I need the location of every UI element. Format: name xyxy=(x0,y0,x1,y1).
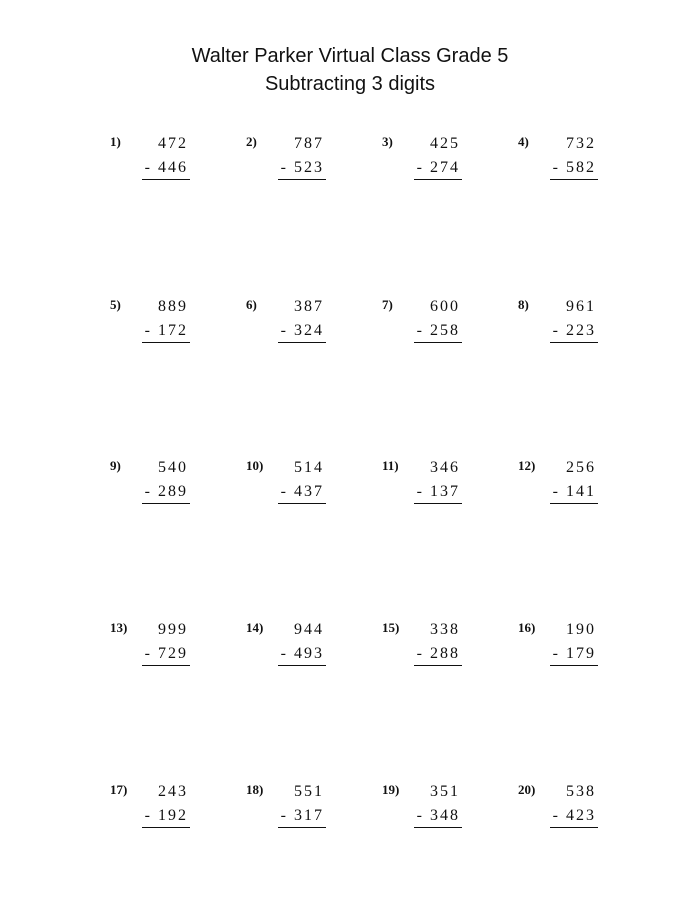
problem-number: 10) xyxy=(246,458,264,473)
subtrahend: - 446 xyxy=(144,159,188,176)
subtrahend: - 729 xyxy=(144,645,188,662)
subtrahend: - 317 xyxy=(280,807,324,824)
minuend: 999 xyxy=(158,621,188,638)
minuend: 514 xyxy=(294,459,324,476)
problem-number: 13) xyxy=(110,620,128,635)
answer-line xyxy=(142,503,190,504)
subtrahend: - 493 xyxy=(280,645,324,662)
subtrahend: - 289 xyxy=(144,483,188,500)
subtrahend: - 223 xyxy=(552,322,596,339)
minuend: 425 xyxy=(430,135,460,152)
minuend: 944 xyxy=(294,621,324,638)
subtraction-problem xyxy=(246,620,376,680)
worksheet-subtitle: Subtracting 3 digits xyxy=(264,73,436,95)
problem-number: 19) xyxy=(382,782,400,797)
answer-line xyxy=(550,665,598,666)
minuend: 472 xyxy=(158,135,188,152)
problem-number: 2) xyxy=(246,134,257,149)
subtrahend: - 523 xyxy=(280,159,324,176)
subtraction-problem xyxy=(382,297,512,357)
subtrahend: - 348 xyxy=(416,807,460,824)
answer-line xyxy=(278,665,326,666)
problem-number: 17) xyxy=(110,782,128,797)
answer-line xyxy=(278,342,326,343)
answer-line xyxy=(142,179,190,180)
subtraction-problem xyxy=(518,458,648,518)
problem-number: 18) xyxy=(246,782,264,797)
subtraction-problem xyxy=(518,620,648,680)
problem-number: 15) xyxy=(382,620,400,635)
subtraction-problem xyxy=(518,297,648,357)
subtraction-problem xyxy=(246,458,376,518)
minuend: 351 xyxy=(430,783,460,800)
subtraction-problem xyxy=(518,134,648,194)
answer-line xyxy=(142,665,190,666)
answer-line xyxy=(550,827,598,828)
answer-line xyxy=(142,342,190,343)
answer-line xyxy=(414,665,462,666)
problem-number: 3) xyxy=(382,134,393,149)
subtraction-problem xyxy=(110,620,240,680)
minuend: 243 xyxy=(158,783,188,800)
subtrahend: - 324 xyxy=(280,322,324,339)
subtraction-problem xyxy=(246,134,376,194)
minuend: 551 xyxy=(294,783,324,800)
minuend: 787 xyxy=(294,135,324,152)
answer-line xyxy=(142,827,190,828)
minuend: 889 xyxy=(158,298,188,315)
answer-line xyxy=(414,503,462,504)
minuend: 732 xyxy=(566,135,596,152)
subtraction-problem xyxy=(382,458,512,518)
minuend: 600 xyxy=(430,298,460,315)
subtraction-problem xyxy=(246,782,376,842)
subtrahend: - 437 xyxy=(280,483,324,500)
answer-line xyxy=(550,503,598,504)
worksheet-title: Walter Parker Virtual Class Grade 5 xyxy=(191,45,509,67)
problem-number: 4) xyxy=(518,134,529,149)
problem-number: 11) xyxy=(382,458,399,473)
minuend: 346 xyxy=(430,459,460,476)
problem-number: 7) xyxy=(382,297,393,312)
problem-number: 14) xyxy=(246,620,264,635)
problem-number: 5) xyxy=(110,297,121,312)
subtrahend: - 582 xyxy=(552,159,596,176)
subtraction-problem xyxy=(246,297,376,357)
minuend: 387 xyxy=(294,298,324,315)
minuend: 961 xyxy=(566,298,596,315)
problem-number: 12) xyxy=(518,458,536,473)
problem-number: 16) xyxy=(518,620,536,635)
answer-line xyxy=(278,827,326,828)
problem-number: 8) xyxy=(518,297,529,312)
subtraction-problem xyxy=(110,134,240,194)
subtrahend: - 137 xyxy=(416,483,460,500)
subtrahend: - 423 xyxy=(552,807,596,824)
subtraction-problem xyxy=(518,782,648,842)
minuend: 540 xyxy=(158,459,188,476)
answer-line xyxy=(278,179,326,180)
problem-number: 1) xyxy=(110,134,121,149)
subtraction-problem xyxy=(382,134,512,194)
answer-line xyxy=(278,503,326,504)
answer-line xyxy=(414,179,462,180)
subtrahend: - 172 xyxy=(144,322,188,339)
subtrahend: - 192 xyxy=(144,807,188,824)
subtrahend: - 179 xyxy=(552,645,596,662)
minuend: 256 xyxy=(566,459,596,476)
answer-line xyxy=(550,179,598,180)
subtraction-problem xyxy=(110,297,240,357)
answer-line xyxy=(414,827,462,828)
subtraction-problem xyxy=(382,620,512,680)
subtrahend: - 141 xyxy=(552,483,596,500)
minuend: 190 xyxy=(566,621,596,638)
subtrahend: - 274 xyxy=(416,159,460,176)
problem-number: 6) xyxy=(246,297,257,312)
problem-number: 20) xyxy=(518,782,536,797)
subtraction-problem xyxy=(382,782,512,842)
minuend: 538 xyxy=(566,783,596,800)
subtrahend: - 258 xyxy=(416,322,460,339)
minuend: 338 xyxy=(430,621,460,638)
problem-number: 9) xyxy=(110,458,121,473)
subtrahend: - 288 xyxy=(416,645,460,662)
subtraction-problem xyxy=(110,782,240,842)
answer-line xyxy=(550,342,598,343)
subtraction-problem xyxy=(110,458,240,518)
answer-line xyxy=(414,342,462,343)
